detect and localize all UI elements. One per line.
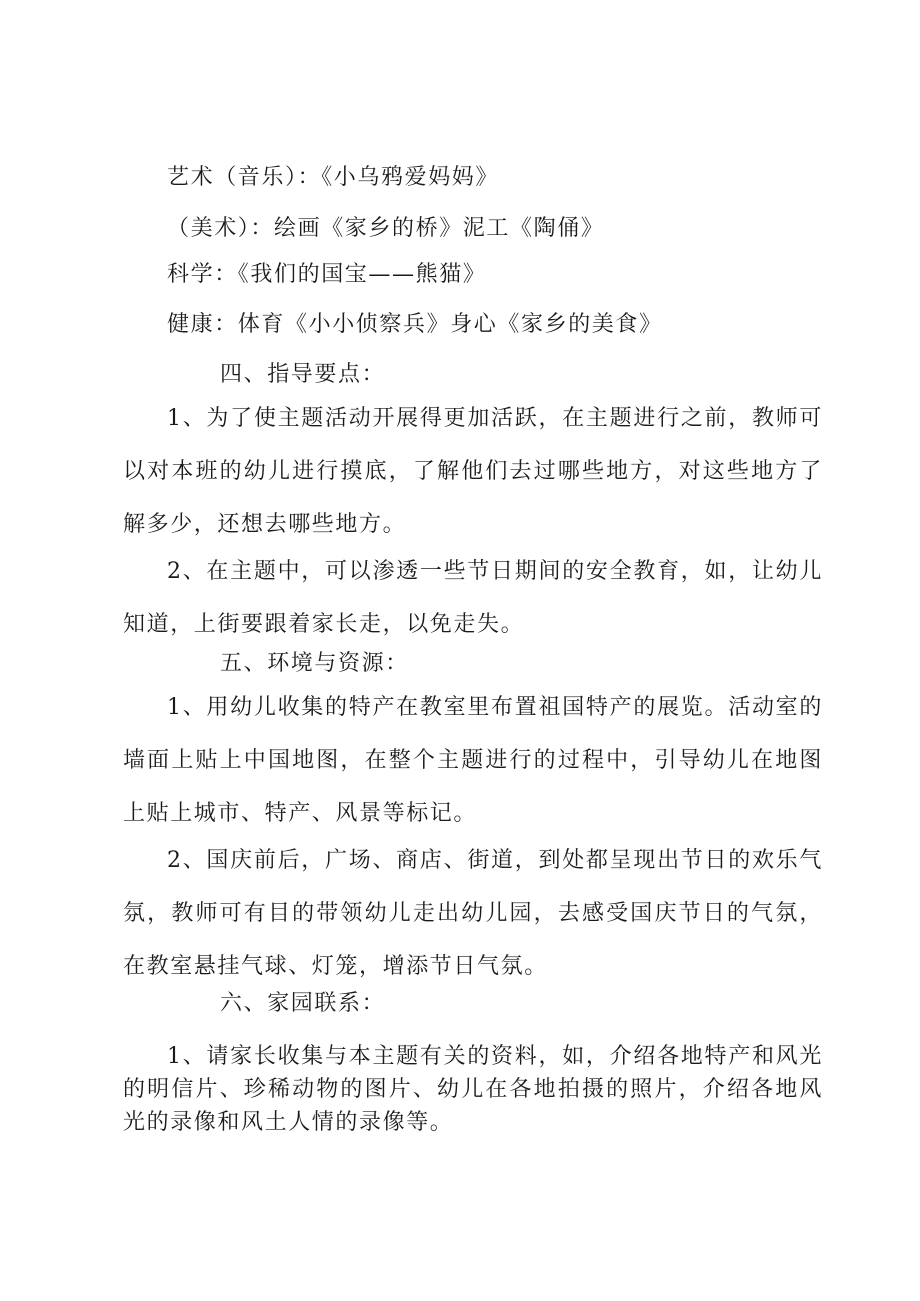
section-4-heading: 四、指导要点： (220, 362, 386, 387)
section-4-paragraph-1: 1、为了使主题活动开展得更加活跃，在主题进行之前，教师可以对本班的幼儿进行摸底，了解他们去过哪些地方，对这些地方了解多少，还想去哪些地方。 (123, 406, 823, 537)
section-5-paragraph-2: 2、国庆前后，广场、商店、街道，到处都呈现出节日的欢乐气氛，教师可有目的带领幼儿走出幼儿园，去感受国庆节日的气氛，在教室悬挂气球、灯笼，增添节日气氛。 (123, 848, 823, 979)
curriculum-science: 科学：《我们的国宝——熊猫》 (167, 262, 487, 287)
curriculum-health: 健康：体育《小小侦察兵》身心《家乡的美食》 (167, 312, 663, 337)
section-4-paragraph-2: 2、在主题中，可以渗透一些节日期间的安全教育，如，让幼儿知道，上街要跟着家长走，以免走失。 (123, 559, 823, 637)
section-5-heading: 五、环境与资源： (220, 651, 409, 676)
curriculum-art-music: 艺术（音乐）：《小乌鸦爱妈妈》 (167, 165, 500, 190)
section-5-paragraph-1: 1、用幼儿收集的特产在教室里布置祖国特产的展览。活动室的墙面上贴上中国地图，在整个主题进行的过程中，引导幼儿在地图上贴上城市、特产、风景等标记。 (123, 695, 823, 826)
curriculum-art-fine: （美术）：绘画《家乡的桥》泥工《陶俑》 (167, 216, 605, 241)
section-6-paragraph-1: 1、请家长收集与本主题有关的资料，如，介绍各地特产和风光的明信片、珍稀动物的图片、幼儿在各地拍摄的照片，介绍各地风光的录像和风土人情的录像等。 (123, 1044, 823, 1135)
section-6-heading: 六、家园联系： (220, 991, 386, 1016)
